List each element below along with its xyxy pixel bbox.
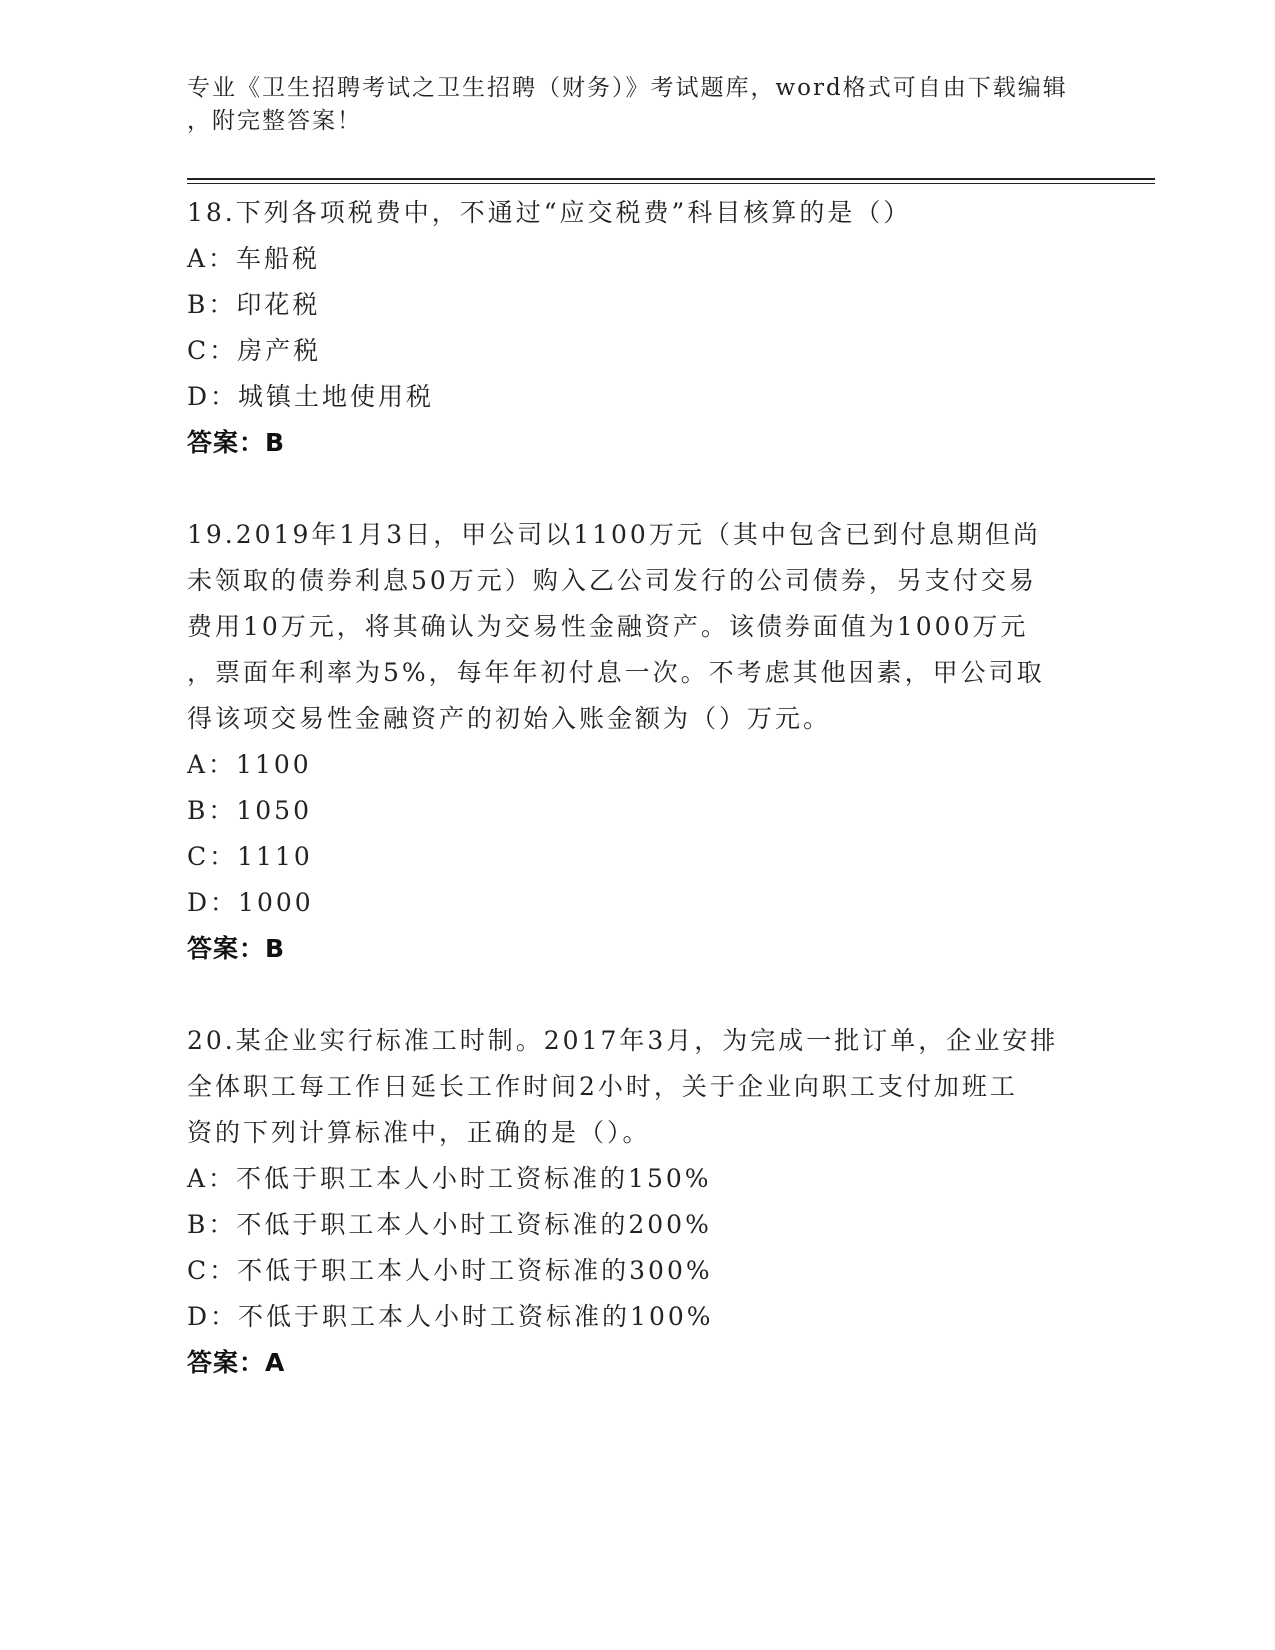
header-line: 专业《卫生招聘考试之卫生招聘（财务）》考试题库，word格式可自由下载编辑: [187, 75, 1068, 101]
question-list: [187, 190, 1087, 1386]
header-line: ，附完整答案！: [187, 108, 362, 134]
option-d: D：城镇土地使用税: [187, 382, 435, 411]
option-c: C：房产税: [187, 336, 322, 365]
question-20: [187, 1018, 1087, 1386]
question-stem: 20.某企业实行标准工时制。2017年3月，为完成一批订单，企业安排: [187, 1026, 1059, 1055]
header-divider: [187, 178, 1155, 180]
option-c: C：1110: [187, 842, 313, 871]
option-b: B：不低于职工本人小时工资标准的200%: [187, 1210, 712, 1239]
option-d: D：不低于职工本人小时工资标准的100%: [187, 1302, 714, 1331]
question-18: [187, 190, 1087, 466]
answer-label: 答案：B: [187, 428, 286, 457]
option-a: A：车船税: [187, 244, 321, 273]
question-stem: 未领取的债券利息50万元）购入乙公司发行的公司债券，另支付交易: [187, 566, 1037, 595]
question-stem: ，票面年利率为5%，每年年初付息一次。不考虑其他因素，甲公司取: [187, 658, 1045, 687]
question-19: [187, 512, 1087, 972]
question-stem: 全体职工每工作日延长工作时间2小时，关于企业向职工支付加班工: [187, 1072, 1018, 1101]
header-divider-thin: [187, 183, 1155, 184]
question-stem: 18.下列各项税费中，不通过“应交税费”科目核算的是（）: [187, 198, 912, 227]
option-b: B：印花税: [187, 290, 321, 319]
question-stem: 资的下列计算标准中，正确的是（）。: [187, 1118, 651, 1147]
question-stem: 19.2019年1月3日，甲公司以1100万元（其中包含已到付息期但尚: [187, 520, 1041, 549]
option-c: C：不低于职工本人小时工资标准的300%: [187, 1256, 713, 1285]
answer-label: 答案：A: [187, 1348, 286, 1377]
question-stem: 费用10万元，将其确认为交易性金融资产。该债券面值为1000万元: [187, 612, 1029, 641]
option-a: A：不低于职工本人小时工资标准的150%: [187, 1164, 712, 1193]
answer-label: 答案：B: [187, 934, 286, 963]
question-stem: 得该项交易性金融资产的初始入账金额为（）万元。: [187, 704, 832, 733]
option-a: A：1100: [187, 750, 312, 779]
option-b: B：1050: [187, 796, 312, 825]
option-d: D：1000: [187, 888, 314, 917]
document-header: [187, 72, 1067, 138]
